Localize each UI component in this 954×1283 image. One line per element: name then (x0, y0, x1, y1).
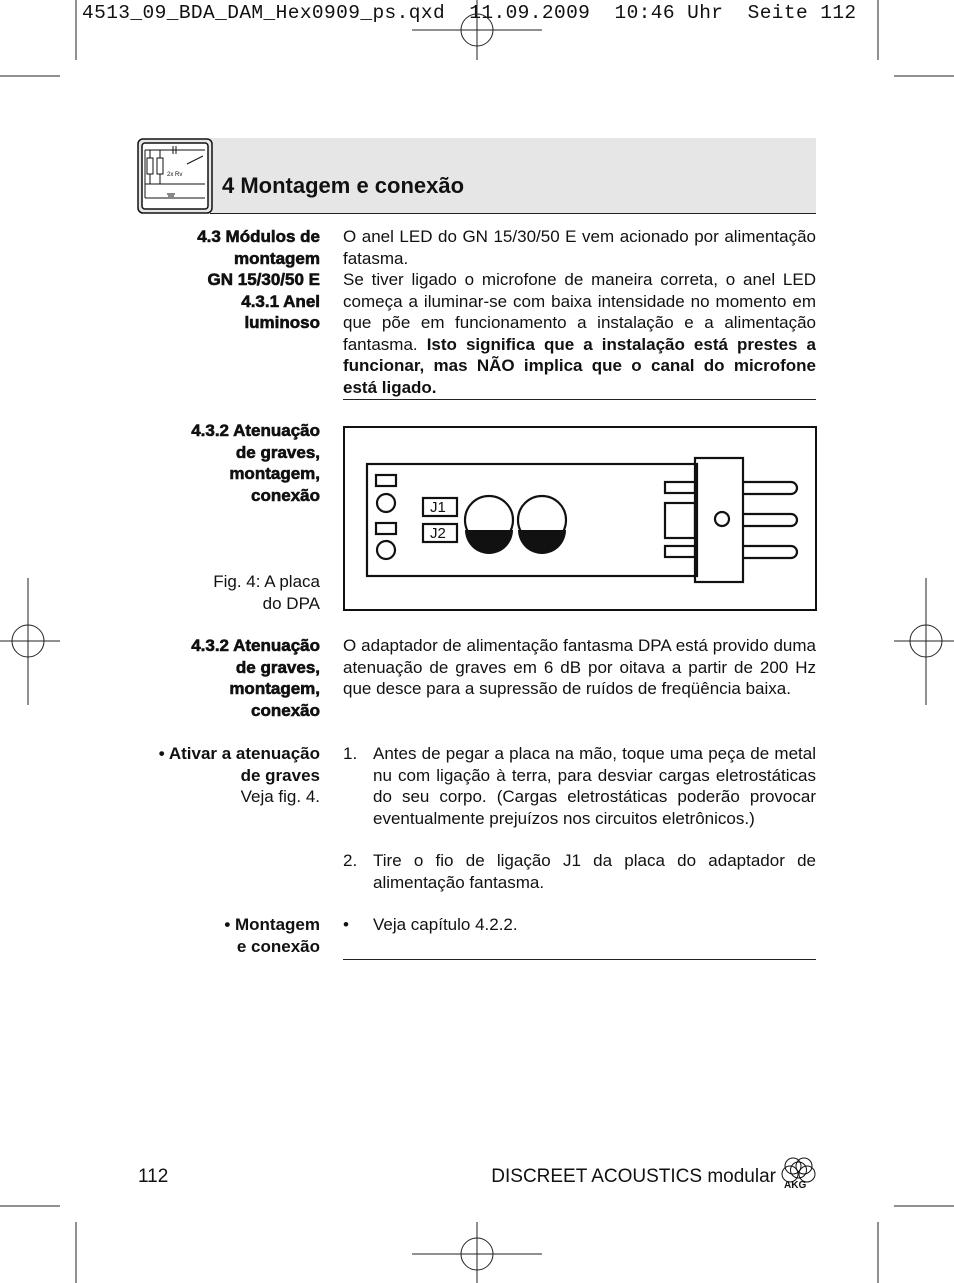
heading-line: de graves, (235, 442, 320, 462)
chapter-title: 4 Montagem e conexão (222, 173, 465, 198)
akg-logo (780, 1156, 818, 1190)
caption-line: do DPA (262, 593, 320, 613)
section-body-bass-attenuation (343, 635, 816, 700)
bullet-text: Veja capítulo 4.2.2. (373, 915, 518, 934)
caption-line: Fig. 4: A placa (213, 572, 320, 591)
bullet-marker: • (343, 915, 349, 934)
dpa-board-figure (343, 426, 817, 611)
pot-j1-fill (465, 530, 513, 554)
heading-line: 4.3.2 Atenuação (191, 421, 320, 440)
circuit-diagram-icon (137, 138, 213, 214)
dpa-board-drawing (345, 428, 815, 609)
step-item (343, 850, 816, 893)
side-note-mounting (224, 914, 320, 957)
heading-line: de graves, (235, 657, 320, 677)
section-rule (343, 399, 816, 400)
heading-line: luminoso (244, 313, 320, 332)
side-note-line: de graves (240, 765, 320, 785)
step-text: Tire o fio de ligação J1 da placa do adaptador de alimentação fantasma. (373, 851, 816, 892)
heading-line: GN 15/30/50 E (207, 270, 320, 289)
printer-slug: 4513_09_BDA_DAM_Hex0909_ps.qxd 11.09.2009 10:46 Uhr Seite 112 (82, 2, 857, 24)
heading-line: conexão (251, 485, 320, 505)
side-note-activate-attenuation (159, 743, 320, 808)
heading-line: conexão (251, 700, 320, 720)
body-paragraph: O adaptador de alimentação fantasma DPA está provido duma atenuação de graves em 6 dB por oitava a partir de 200 Hz que desce para a supressão de ruídos de freqüência baixa. (343, 636, 816, 698)
section-body-led-ring (343, 226, 816, 398)
footer-title: DISCREET ACOUSTICS modular (491, 1166, 776, 1187)
heading-line: montagem (234, 248, 320, 268)
heading-line: 4.3 Módulos de (197, 227, 320, 246)
pot-j2-fill (518, 530, 566, 554)
step-text: Antes de pegar a placa na mão, toque uma peça de metal nu com ligação à terra, para desviar cargas eletrostáticas do seu corpo. (Cargas eletrostáticas poderão provocar eventualmente prejuízos nos circuitos eletrônicos.) (373, 744, 816, 828)
step-number: 2. (343, 851, 358, 870)
body-bold-note: Isto significa que a instalação está prestes a funcionar, mas NÃO implica que o canal do microfone está ligado. (343, 334, 816, 397)
side-note-line: • Montagem (224, 915, 320, 934)
jumper-j1-label: J1 (430, 499, 446, 516)
jumper-j2-label: J2 (430, 525, 446, 542)
heading-line: 4.3.1 Anel (241, 291, 320, 311)
side-note-ref: Veja fig. 4. (240, 787, 320, 806)
section-heading-4-3 (197, 226, 320, 334)
step-number: 1. (343, 744, 358, 763)
figure-caption (213, 571, 320, 614)
body-paragraph (343, 269, 816, 398)
body-paragraph: O anel LED do GN 15/30/50 E vem acionado por alimentação fatasma. (343, 227, 816, 268)
step-item (343, 743, 816, 829)
chapter-header-rule (210, 213, 816, 214)
bullet-item (343, 914, 816, 936)
section-heading-4-3-2 (191, 635, 320, 721)
svg-text:2x Rv: 2x Rv (167, 172, 183, 178)
page-number: 112 (138, 1166, 169, 1187)
heading-line: montagem, (229, 464, 320, 483)
side-note-line: e conexão (236, 936, 320, 956)
body-text: Se tiver ligado o microfone de maneira correta, o anel LED começa a iluminar-se com baixa intensidade no momento em que põe em funcionamento a instalação e a alimentação fantasma. (343, 270, 816, 354)
section-heading-4-3-2-figure (191, 420, 320, 506)
heading-line: 4.3.2 Atenuação (191, 636, 320, 655)
akg-logo-text: AKG (784, 1180, 807, 1190)
side-note-line: • Ativar a atenuação (158, 744, 320, 763)
heading-line: montagem, (229, 679, 320, 698)
section-rule (343, 959, 816, 960)
